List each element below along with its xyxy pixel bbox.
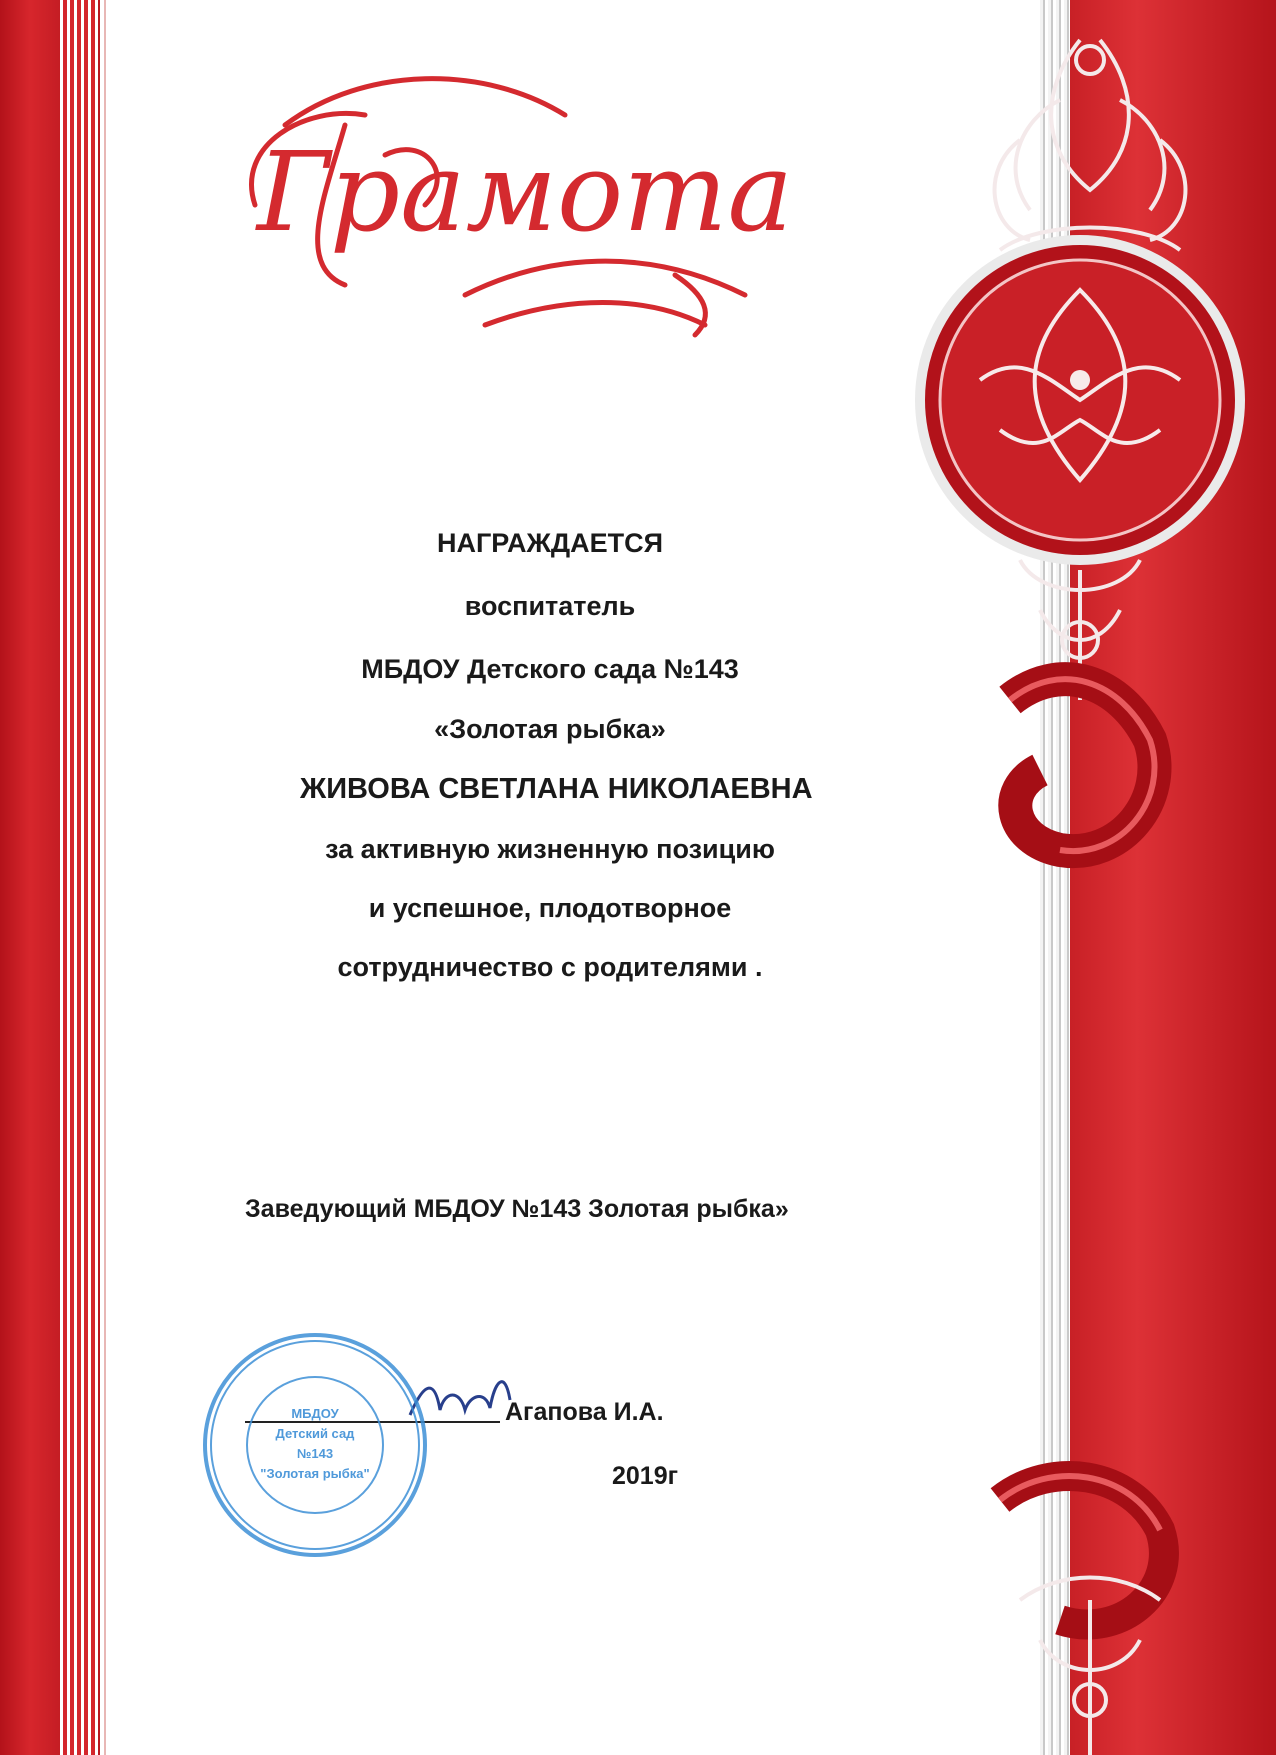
position-text: воспитатель bbox=[464, 591, 636, 621]
medallion-ornament bbox=[920, 240, 1240, 560]
signatory-title: Заведующий МБДОУ №143 Золотая рыбка» bbox=[245, 1195, 789, 1223]
certificate-body bbox=[300, 0, 813, 1100]
organization-stamp bbox=[200, 1330, 430, 1560]
organization-line-2: «Золотая рыбка» bbox=[434, 714, 666, 744]
ribbon-ornament bbox=[1000, 679, 1164, 1624]
recipient-name: ЖИВОВА СВЕТЛАНА НИКОЛАЕВНА bbox=[300, 773, 813, 805]
stamp-line-1: МБДОУ bbox=[291, 1406, 339, 1421]
organization-line-1: МБДОУ Детского сада №143 bbox=[361, 654, 739, 684]
stamp-line-2: Детский сад bbox=[275, 1426, 355, 1441]
reason-line-1: за активную жизненную позицию bbox=[325, 834, 775, 864]
stamp-line-3: №143 bbox=[296, 1446, 334, 1461]
reason-line-3: сотрудничество с родителями . bbox=[337, 952, 763, 982]
stamp-line-4: "Золотая рыбка" bbox=[260, 1466, 370, 1481]
title-text: Грамота bbox=[256, 128, 794, 256]
signatory-name: Агапова И.А. bbox=[505, 1398, 664, 1426]
reason-line-2: и успешное, плодотворное bbox=[368, 893, 732, 923]
top-scroll-ornament bbox=[995, 40, 1186, 250]
issue-year: 2019г bbox=[612, 1462, 679, 1490]
award-heading: НАГРАЖДАЕТСЯ bbox=[437, 528, 663, 558]
